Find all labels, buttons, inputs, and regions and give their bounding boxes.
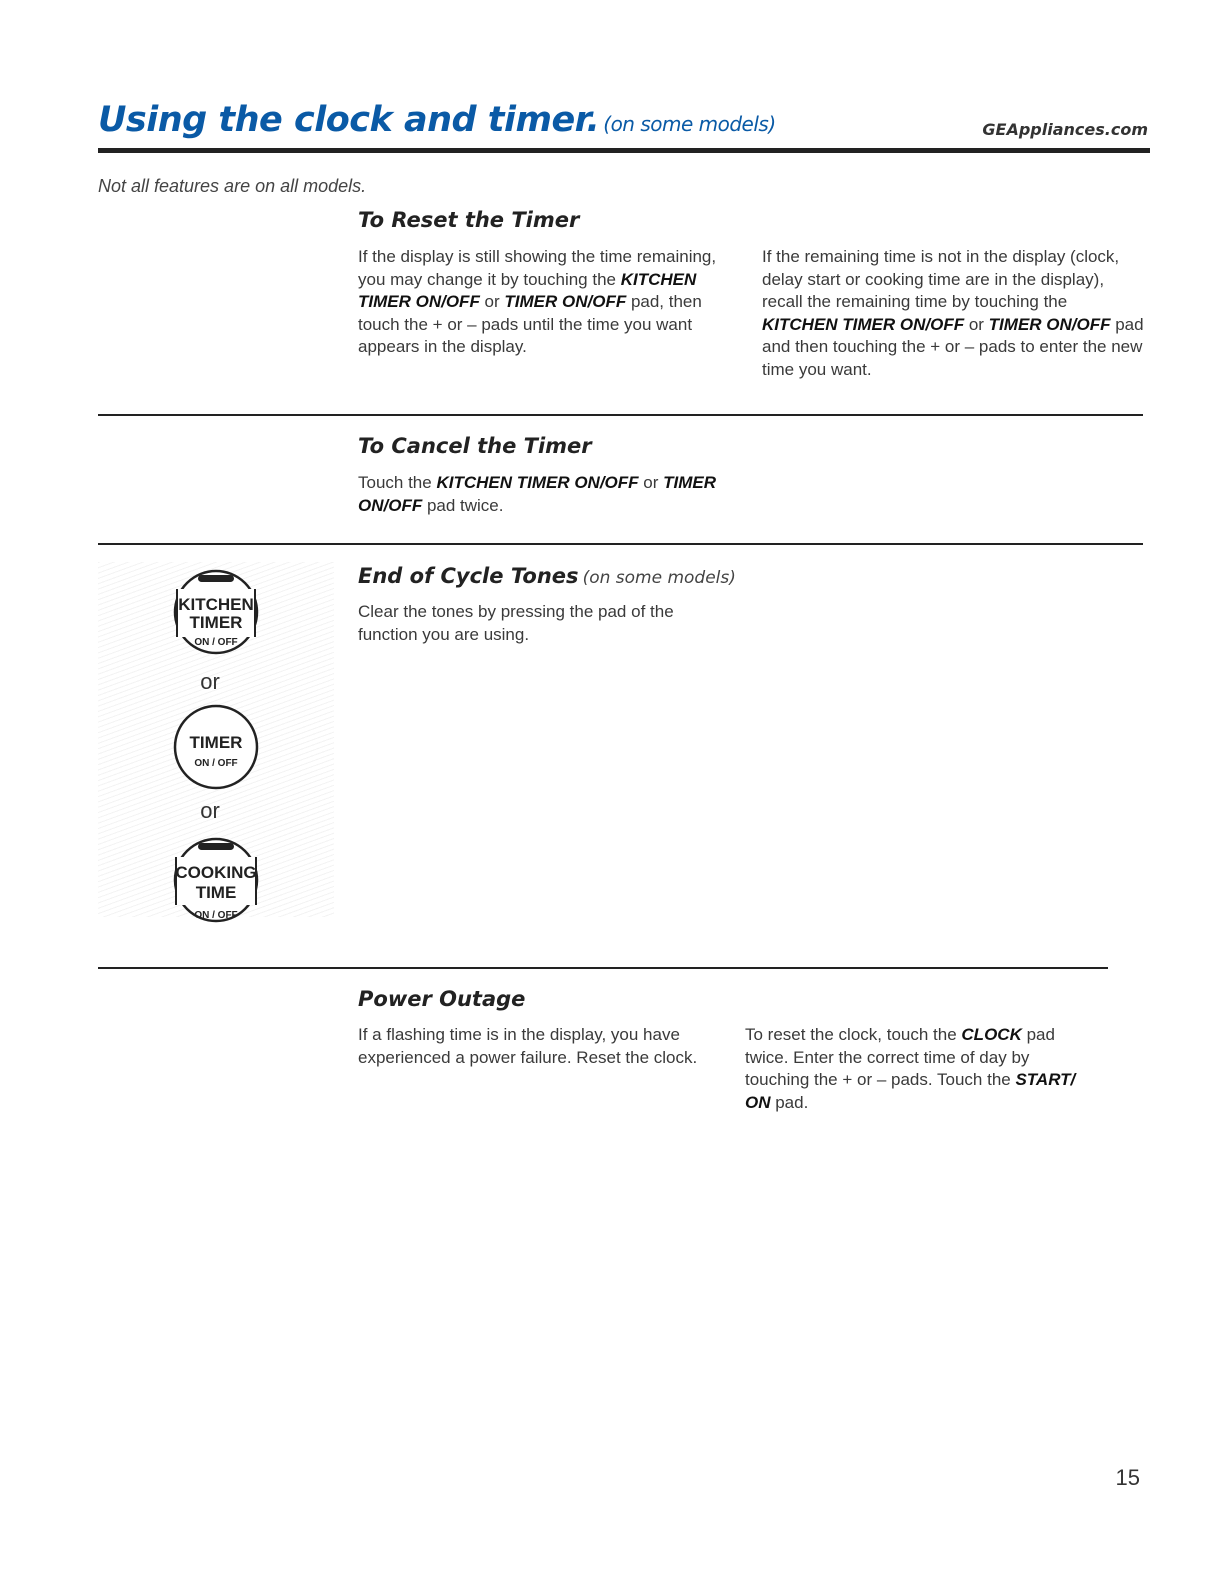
emphasized-pad-name: START/ ON [745,1070,1076,1112]
page-number: 15 [1115,1465,1140,1490]
or-label-2: or [200,798,220,823]
emphasized-pad-name: TIMER ON/OFF [358,473,717,515]
paragraph-text-run: pad twice. [422,495,504,515]
power-outage-left-paragraph [358,1024,718,1069]
end-of-cycle-heading-text: End of Cycle Tones [358,564,579,588]
page-title [98,100,776,140]
paragraph-text-run: If the remaining time is not in the display (clock, delay start or cooking time are in the display), recall the remaining time by touching the [762,247,1120,311]
paragraph-text-run: If the display is still showing the time remaining, you may change it by touching the [358,247,717,289]
reset-timer-heading: To Reset the Timer [358,208,580,232]
cooking-time-pad-icon [175,839,257,921]
emphasized-pad-name: CLOCK [961,1025,1022,1044]
paragraph-text-run: pad. [770,1092,809,1112]
or-label-1: or [200,669,220,694]
emphasized-pad-name: KITCHEN TIMER ON/OFF [436,473,639,492]
page-title-subtitle: (on some models) [603,112,776,136]
reset-timer-right-paragraph [762,246,1144,381]
reset-timer-left-paragraph [358,246,740,359]
control-pads-illustration [98,562,334,932]
emphasized-pad-name: KITCHEN TIMER ON/OFF [762,314,965,334]
models-note: Not all features are on all models. [98,176,367,196]
kitchen-timer-pad-icon [175,571,257,653]
pad2-line2: ON / OFF [194,758,238,769]
section-divider [98,543,1143,545]
paragraph-text-run: Clear the tones by pressing the pad of the function you are using. [358,602,674,644]
page-title-text: Using the clock and timer. [98,100,600,140]
pad2-line1: TIMER [189,733,243,752]
section-divider [98,414,1143,416]
pad1-line1: KITCHEN [178,595,254,614]
power-outage-right-paragraph [745,1024,1095,1114]
end-of-cycle-heading-sub: (on some models) [582,568,736,588]
paragraph-text-run: pad, then touch the + or – pads until the time you want appears in the display. [358,292,702,356]
paragraph-text-run: Touch the [358,473,437,492]
paragraph-text-run: or [638,473,664,492]
pad1-line2: TIMER [189,613,243,632]
pad3-line2: TIME [195,883,237,902]
paragraph-text-run: If a flashing time is in the display, you have experienced a power failure. Reset the clock. [358,1025,698,1067]
timer-pad-icon [175,706,257,788]
emphasized-pad-name: TIMER ON/OFF [988,314,1111,334]
pad3-line1: COOKING [175,863,257,882]
emphasized-pad-name: KITCHEN TIMER ON/OFF [358,269,697,311]
paragraph-text-run: or [479,292,505,311]
header-rule [98,148,1150,153]
paragraph-text-run: pad twice. Enter the correct time of day by touching the + or – pads. Touch the [745,1025,1055,1089]
pad1-line3: ON / OFF [194,637,238,648]
website-label: GEAppliances.com [982,120,1148,139]
pad3-line3: ON / OFF [194,910,238,921]
emphasized-pad-name: TIMER ON/OFF [504,292,627,311]
section-divider [98,967,1108,969]
paragraph-text-run: To reset the clock, touch the [745,1025,962,1044]
page-header [98,100,1148,150]
paragraph-text-run: pad and then touching the + or – pads to enter the new time you want. [762,314,1144,379]
power-outage-heading: Power Outage [358,987,526,1011]
paragraph-text-run: or [964,314,989,334]
cancel-timer-paragraph [358,472,740,517]
cancel-timer-heading: To Cancel the Timer [358,434,592,458]
end-of-cycle-paragraph [358,601,703,646]
end-of-cycle-heading [358,564,736,588]
